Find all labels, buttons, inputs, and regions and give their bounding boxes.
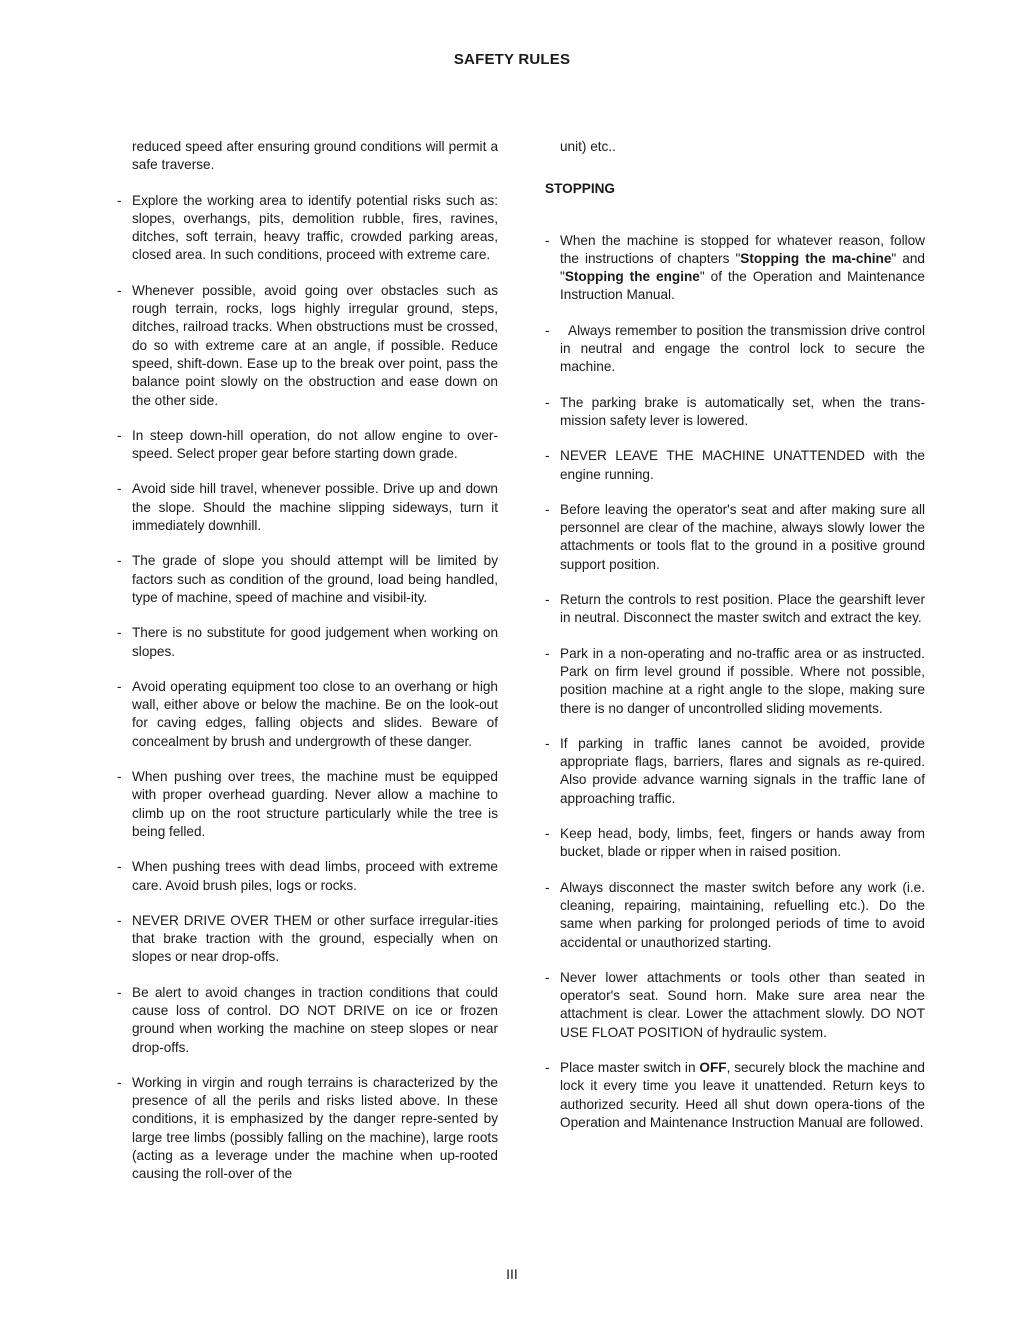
- list-item: - Be alert to avoid changes in traction conditions that could cause loss of control. DO NOT DRIVE on ice or frozen ground when working the machine on steep slopes or near drop-offs.: [117, 984, 498, 1055]
- list-item: - When the machine is stopped for whatever reason, follow the instructions of chapters "Stopping the ma-chine" and "Stopping the engine" of the Operation and Maintenance Instruction Manual.: [545, 232, 925, 303]
- list-item: - Explore the working area to identify potential risks such as: slopes, overhangs, pits, demolition rubble, fires, ravines, ditches, soft terrain, heavy traffic, crowded parking areas, closed area. In such conditions, proceed with extreme care.: [117, 192, 498, 263]
- list-item: - There is no substitute for good judgement when working on slopes.: [117, 625, 498, 659]
- list-item: - When pushing over trees, the machine must be equipped with proper overhead guarding. Never allow a machine to climb up on the root structure particularly while the tree is being felled.: [117, 769, 498, 839]
- list-item: - NEVER LEAVE THE MACHINE UNATTENDED with the engine running.: [545, 448, 925, 482]
- list-item: - Return the controls to rest position. Place the gearshift lever in neutral. Disconnect the master switch and extract the key.: [545, 592, 925, 626]
- list-item: - Place master switch in OFF, securely block the machine and lock it every time you leave it unattended. Return keys to authorized security. Heed all shut down opera-tions of the Operation and Maintenance Instruction Manual are followed.: [545, 1059, 925, 1130]
- list-item: - Keep head, body, limbs, feet, fingers or hands away from bucket, blade or ripper when in raised position.: [545, 826, 925, 860]
- list-item: - Whenever possible, avoid going over obstacles such as rough terrain, rocks, logs highly irregular ground, steps, ditches, railroad tracks. When obstructions must be crossed, do so with extreme care at an angle, if possible. Reduce speed, shift-down. Ease up to the break over point, pass the balance point slowly on the obstruction and ease down on the other side.: [117, 282, 498, 408]
- list-item: - Working in virgin and rough terrains is characterized by the presence of all the perils and risks listed above. In these conditions, it is emphasized by the danger repre-sented by large tree limbs (possibly falling on the machine), large roots (acting as a leverage under the machine when up-rooted causing the roll-over of the: [117, 1074, 498, 1182]
- list-item: - When pushing trees with dead limbs, proceed with extreme care. Avoid brush piles, logs or rocks.: [117, 859, 498, 893]
- list-item: - Before leaving the operator's seat and after making sure all personnel are clear of the machine, always slowly lower the attachments or tools flat to the ground in a positive ground support position.: [545, 501, 925, 572]
- right-column: [545, 138, 925, 1149]
- list-item: - Park in a non-operating and no-traffic area or as instructed. Park on firm level ground if possible. Where not possible, position machine at a right angle to the slope, making sure there is no danger of uncontrolled sliding movements.: [545, 645, 925, 716]
- list-item: - Always disconnect the master switch before any work (i.e. cleaning, repairing, maintaining, refuelling etc.). Do the same when parking for prolonged periods of time to avoid accidental or unauthorized starting.: [545, 879, 925, 950]
- page-number: III: [506, 1266, 518, 1282]
- list-item: - Never lower attachments or tools other than seated in operator's seat. Sound horn. Make sure area near the attachment is clear. Lower the attachment slowly. DO NOT USE FLOAT POSITION of hydraulic system.: [545, 969, 925, 1040]
- list-item: - In steep down-hill operation, do not allow engine to over-speed. Select proper gear before starting down grade.: [117, 427, 498, 462]
- list-item: - The grade of slope you should attempt will be limited by factors such as condition of the ground, load being handled, type of machine, speed of machine and visibil-ity.: [117, 553, 498, 605]
- list-item: - NEVER DRIVE OVER THEM or other surface irregular-ities that brake traction with the ground, especially when on slopes or near drop-offs.: [117, 912, 498, 965]
- list-item: - The parking brake is automatically set, when the trans-mission safety lever is lowered.: [545, 394, 925, 428]
- list-item: - If parking in traffic lanes cannot be avoided, provide appropriate flags, barriers, flares and signals as re-quired. Also provide advance warning signals in the traffic lane of approaching traffic.: [545, 735, 925, 806]
- continuation-text: unit) etc..: [560, 139, 616, 154]
- list-item: - Always remember to position the transmission drive control in neutral and engage the control lock to secure the machine.: [545, 322, 925, 375]
- list-item: - Avoid side hill travel, whenever possible. Drive up and down the slope. Should the machine slipping sideways, turn it immediately downhill.: [117, 481, 498, 534]
- left-column: [117, 138, 498, 1201]
- section-heading-stopping: STOPPING: [545, 181, 615, 197]
- continuation-text: reduced speed after ensuring ground conditions will permit a safe traverse.: [132, 139, 498, 173]
- page-title: SAFETY RULES: [453, 51, 571, 68]
- list-item: - Avoid operating equipment too close to an overhang or high wall, either above or below the machine. Be on the look-out for caving edges, falling objects and slides. Beware of concealment by brush and undergrowth of these danger.: [117, 678, 498, 749]
